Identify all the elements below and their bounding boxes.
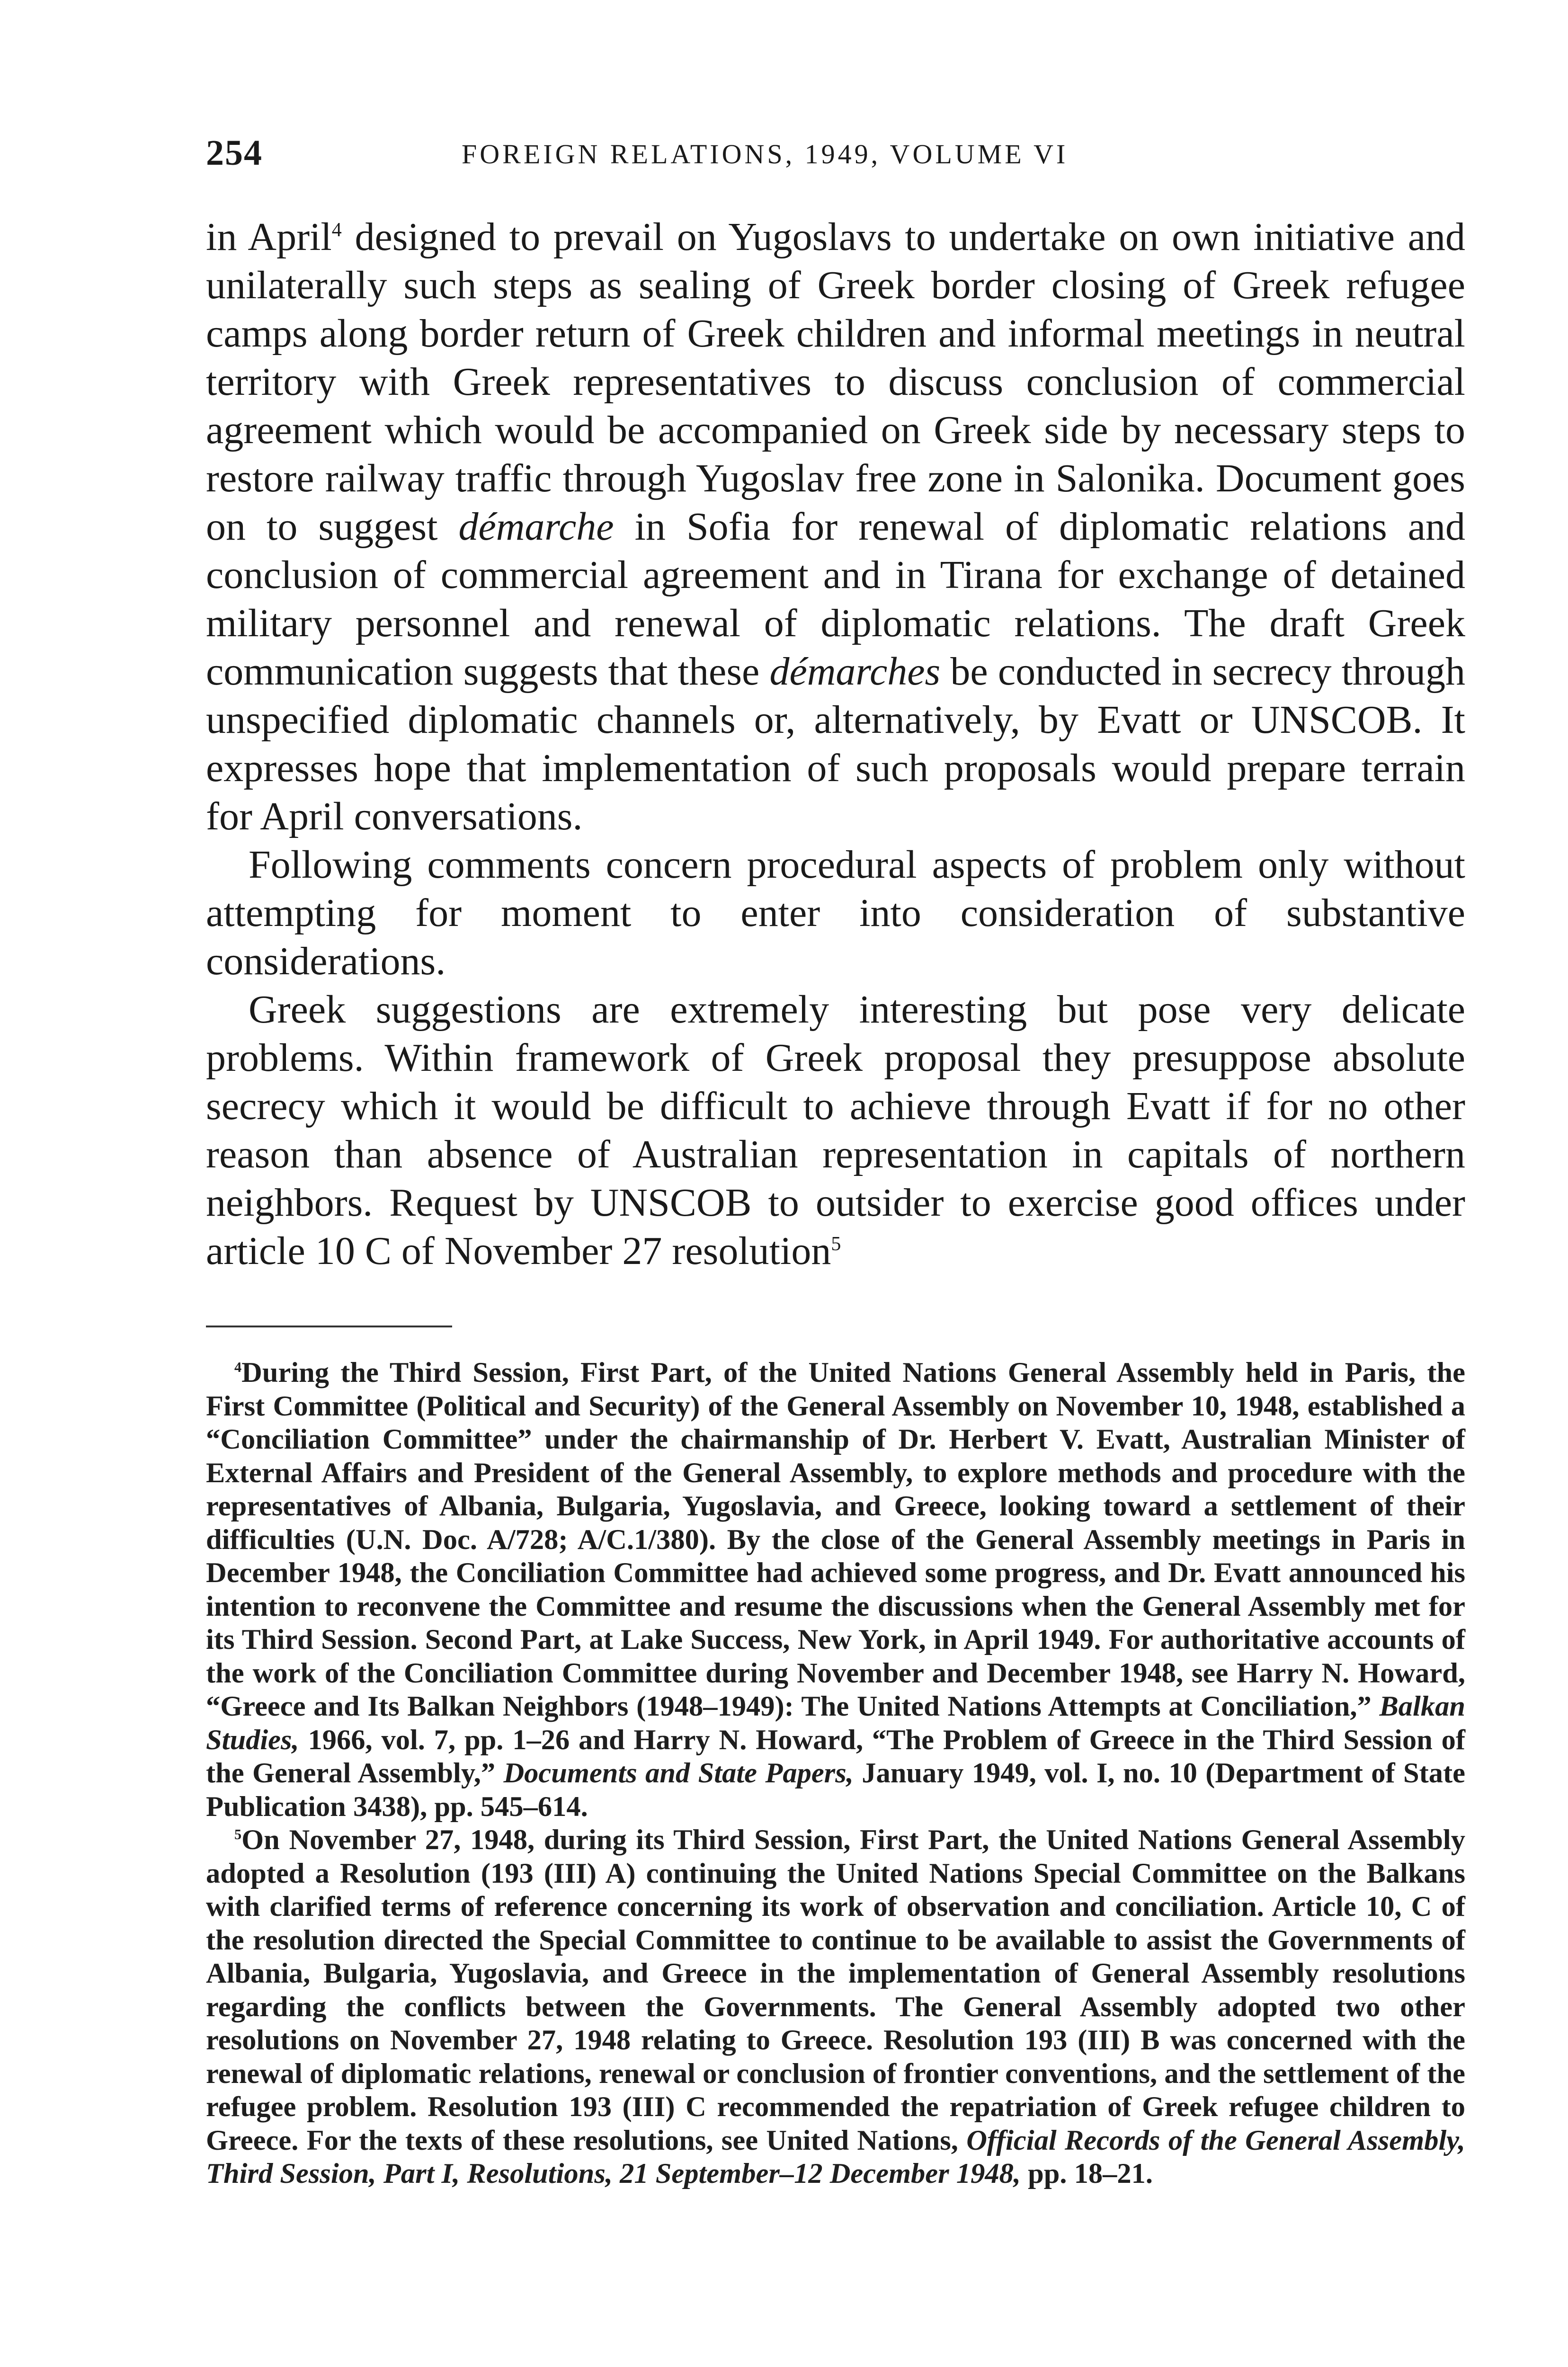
body-paragraph-2: Following comments concern procedural aspects of problem only without attempting for moment to enter into consideration of substantive considerations. bbox=[206, 843, 1465, 983]
body-text bbox=[206, 213, 1465, 1275]
running-head: FOREIGN RELATIONS, 1949, VOLUME VI bbox=[462, 139, 1069, 169]
footnotes bbox=[206, 1356, 1465, 2191]
body-paragraph-1: in April$^4$ designed to prevail on Yugoslavs to undertake on own initiative and unilaterally such steps as sealing of Greek border closing of Greek refugee camps along border return of Greek children and informal meetings in neutral territory with Greek representatives to discuss conclusion of commercial agreement which would be accompanied on Greek side by necessary steps to restore railway traffic through Yugoslav free zone in Salonika. Document goes on to suggest démarche in Sofia for renewal of diplomatic relations and conclusion of commercial agreement and in Tirana for exchange of detained military personnel and renewal of diplomatic relations. The draft Greek communication suggests that these démarches be conducted in secrecy through unspecified diplomatic channels or, alternatively, by Evatt or UNSCOB. It expresses hope that implementation of such proposals would prepare terrain for April conversations. bbox=[206, 215, 1466, 838]
footnote-ref-4: 4 bbox=[331, 219, 342, 241]
page-number: 254 bbox=[206, 133, 263, 173]
page-header bbox=[206, 133, 1465, 185]
footnote-5: $^5$On November 27, 1948, during its Third Session, First Part, the United Nations General Assembly adopted a Resolution (193 (III) A) continuing the United Nations Special Committee on the Balkans with clarified terms of reference concerning its work of observation and conciliation. Article 10, C of the resolution directed the Special Committee to continue to be available to assist the Governments of Albania, Bulgaria, Yugoslavia, and Greece in the implementation of General Assembly resolutions regarding the conflicts between the Governments. The General Assembly adopted two other resolutions on November 27, 1948 relating to Greece. Resolution 193 (III) B was concerned with the renewal of diplomatic relations, renewal or conclusion of frontier conventions, and the settlement of the refugee problem. Resolution 193 (III) C recommended the repatriation of Greek refugee children to Greece. For the texts of these resolutions, see United Nations, Official Records of the General Assembly, Third Session, Part I, Resolutions, 21 September–12 December 1948, pp. 18–21. bbox=[206, 1824, 1465, 2189]
footnote-4: $^4$During the Third Session, First Part, of the United Nations General Assembly held in Paris, the First Committee (Political and Security) of the General Assembly on November 10, 1948, established a “Conciliation Committee” under the chairmanship of Dr. Herbert V. Evatt, Australian Minister of External Affairs and President of the General Assembly, to explore methods and procedure with the representatives of Albania, Bulgaria, Yugoslavia, and Greece, looking toward a settlement of their difficulties (U.N. Doc. A/728; A/C.1/380). By the close of the General Assembly meetings in Paris in December 1948, the Conciliation Committee had achieved some progress, and Dr. Evatt announced his intention to reconvene the Committee and resume the discussions when the General Assembly met for its Third Session. Second Part, at Lake Success, New York, in April 1949. For authoritative accounts of the work of the Conciliation Committee during November and December 1948, see Harry N. Howard, “Greece and Its Balkan Neighbors (1948–1949): The United Nations Attempts at Conciliation,” Balkan Studies, 1966, vol. 7, pp. 1–26 and Harry N. Howard, “The Problem of Greece in the Third Session of the General Assembly,” Documents and State Papers, January 1949, vol. I, no. 10 (Department of State Publication 3438), pp. 545–614. bbox=[206, 1357, 1465, 1823]
footnote-divider bbox=[206, 1326, 452, 1327]
body-paragraph-3: Greek suggestions are extremely interesting but pose very delicate problems. Within framework of Greek proposal they presuppose absolute secrecy which it would be difficult to achieve through Evatt if for no other reason than absence of Australian representation in capitals of northern neighbors. Request by UNSCOB to outsider to exercise good offices under article 10 C of November 27 resolution$^5$ bbox=[206, 988, 1465, 1273]
footnote-ref-5: 5 bbox=[831, 1233, 841, 1255]
